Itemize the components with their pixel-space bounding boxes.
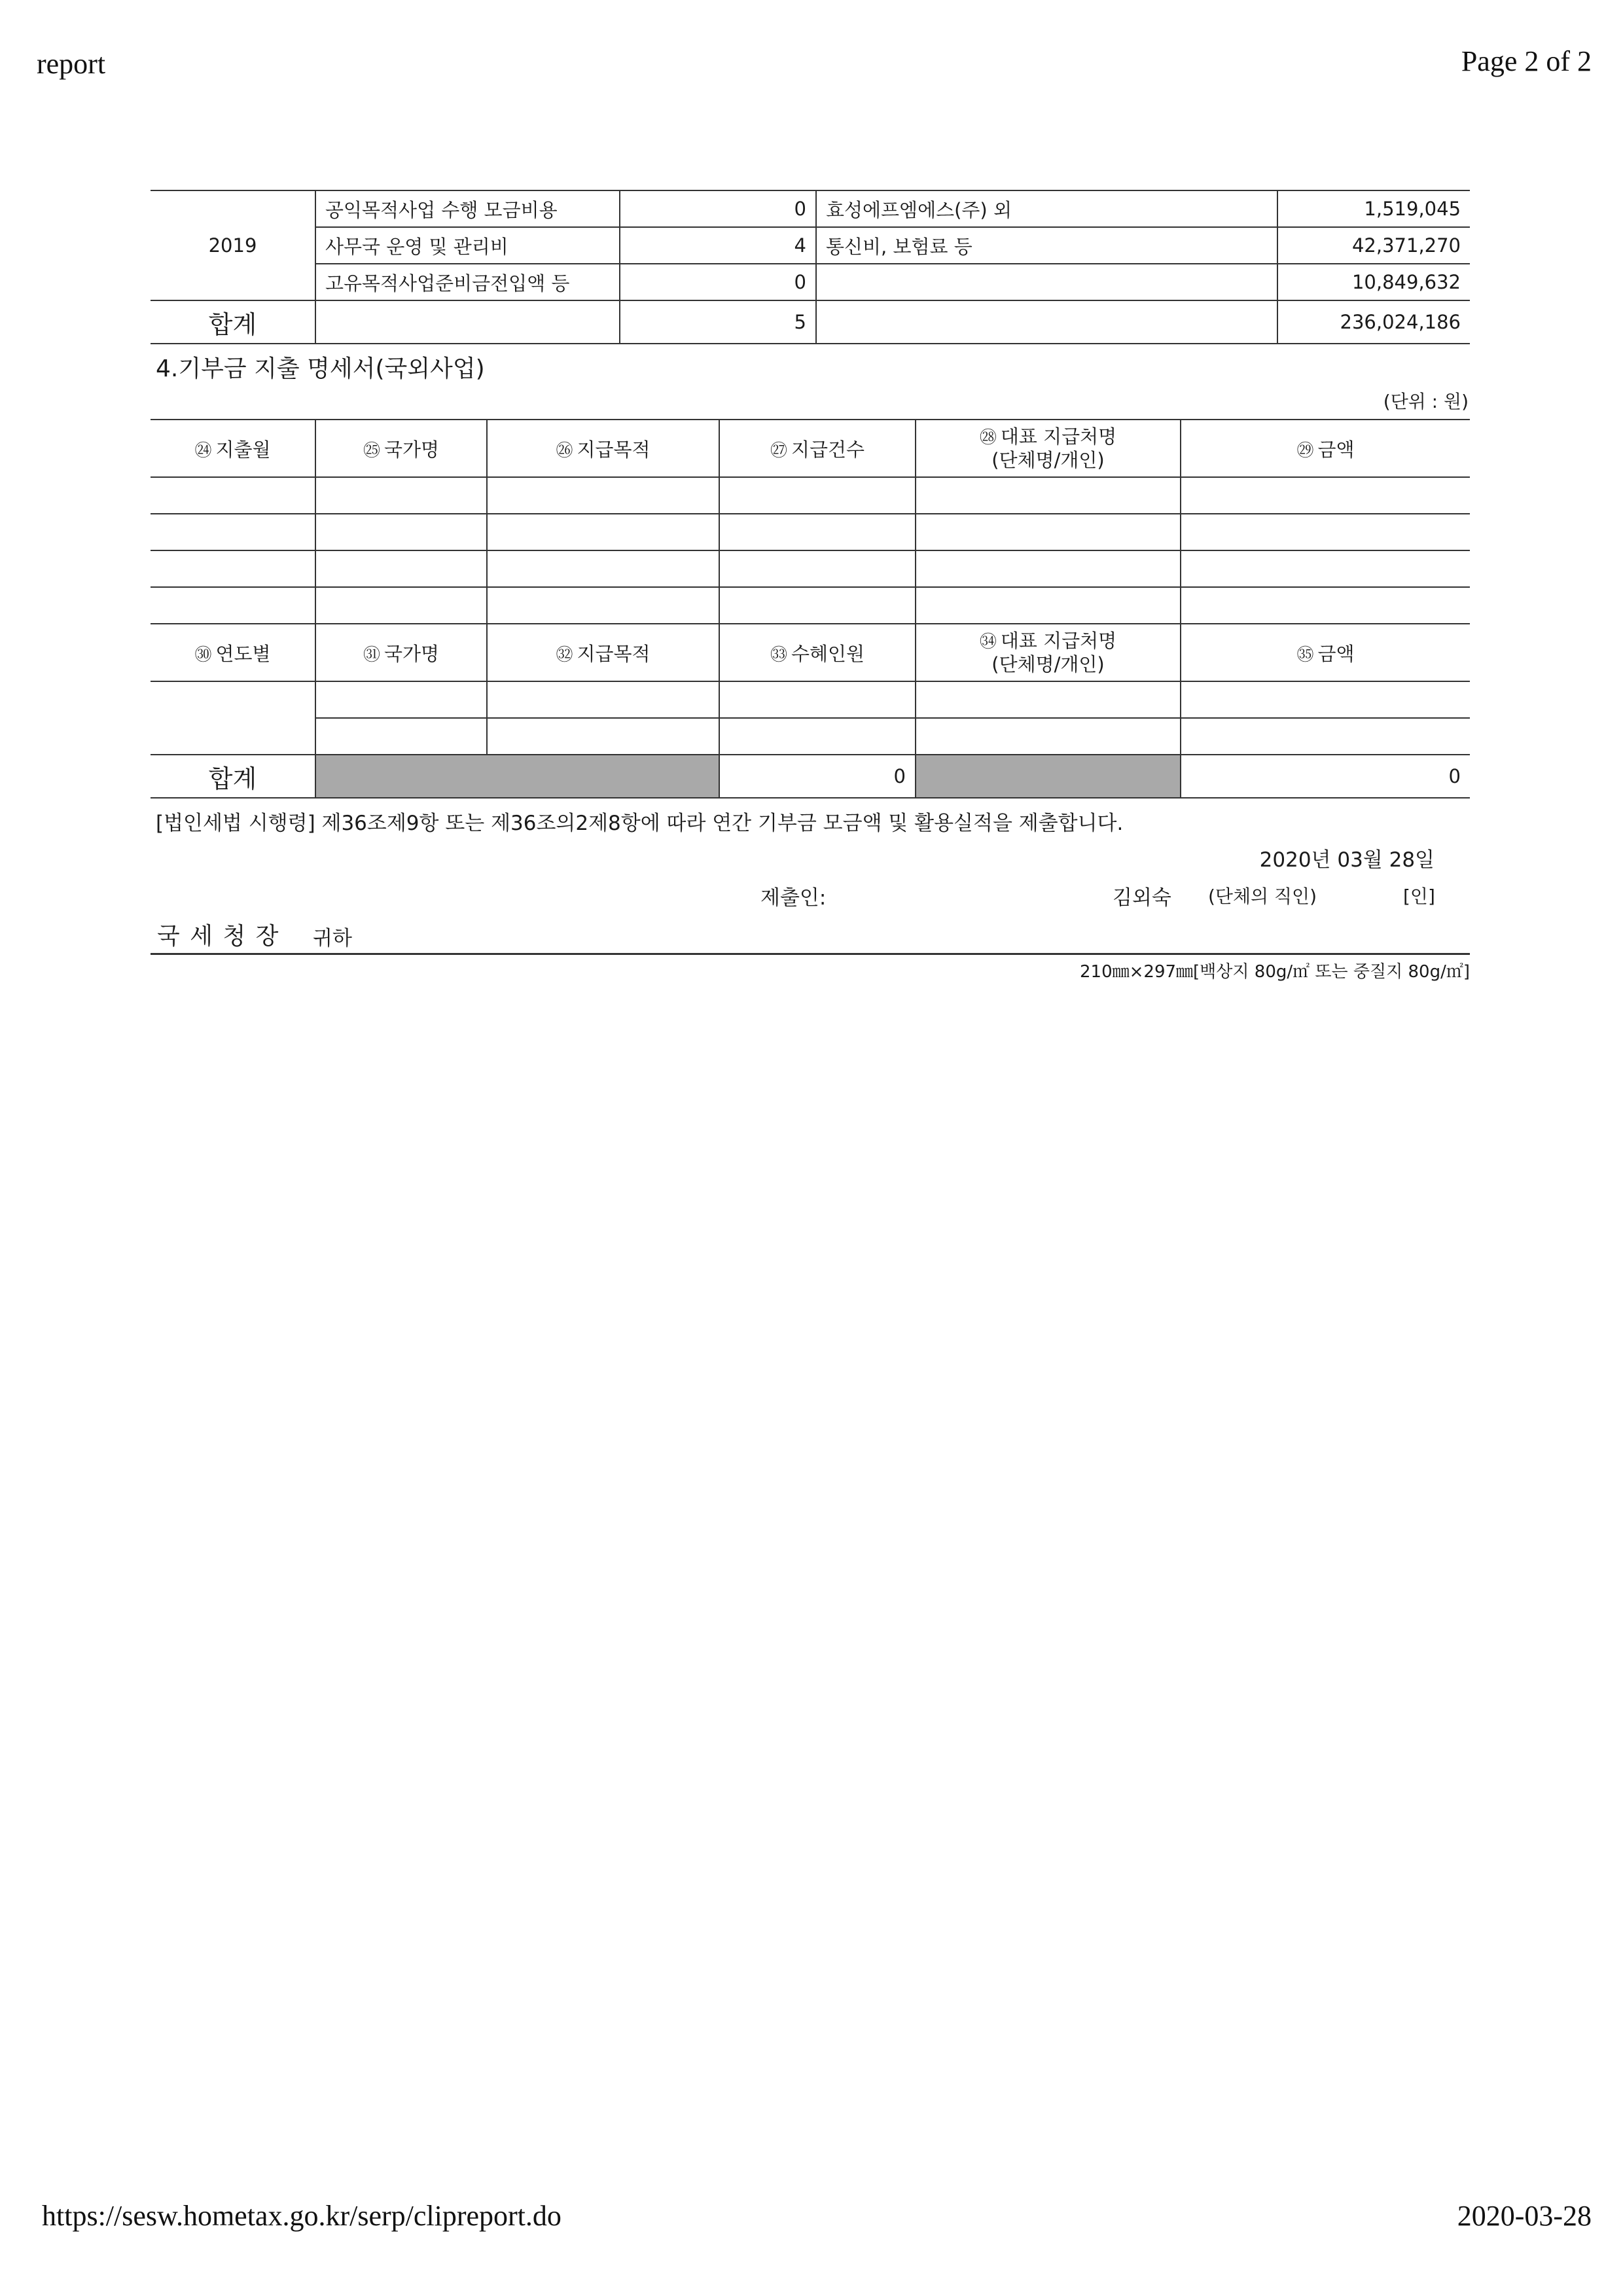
item-cell: 공익목적사업 수행 모금비용	[315, 190, 620, 227]
total-amount: 0	[1181, 755, 1470, 798]
payee-cell: 효성에프엠에스(주) 외	[816, 190, 1277, 227]
payee-cell	[816, 264, 1277, 300]
header-expense-month: ㉔ 지출월	[151, 420, 315, 477]
header-country: ㉕ 국가명	[315, 420, 487, 477]
empty-row	[151, 718, 1470, 755]
item-cell: 사무국 운영 및 관리비	[315, 227, 620, 264]
statement-text: [법인세법 시행령] 제36조제9항 또는 제36조의2제8항에 따라 연간 기부금 모금액 및 활용실적을 제출합니다.	[156, 812, 1124, 835]
page-number: Page 2 of 2	[1461, 45, 1592, 77]
seal-mark: [인]	[1403, 886, 1435, 907]
recipient: 국 세 청 장	[157, 923, 280, 950]
empty-row	[151, 587, 1470, 624]
total-shaded-cell	[916, 755, 1181, 798]
total-count: 0	[719, 755, 916, 798]
header-country: ㉛ 국가명	[315, 624, 487, 681]
submitter-name: 김외숙	[1113, 886, 1171, 910]
header-payee: ㉞ 대표 지급처명 (단체명/개인)	[916, 624, 1181, 681]
header-payee: ㉘ 대표 지급처명 (단체명/개인)	[916, 420, 1181, 477]
header-payment-count: ㉗ 지급건수	[719, 420, 916, 477]
header-by-year: ㉚ 연도별	[151, 624, 315, 681]
total-label: 합계	[151, 300, 315, 344]
count-cell: 0	[620, 190, 816, 227]
amount-cell: 1,519,045	[1277, 190, 1470, 227]
item-cell: 고유목적사업준비금전입액 등	[315, 264, 620, 300]
total-row	[151, 755, 1470, 798]
header-row	[151, 420, 1470, 477]
page-footer-url: https://sesw.hometax.go.kr/serp/clipreport.do	[42, 2200, 562, 2232]
header-amount: ㉟ 금액	[1181, 624, 1470, 681]
page-footer-date: 2020-03-28	[1457, 2200, 1592, 2232]
total-empty-cell	[816, 300, 1277, 344]
submitter-label: 제출인:	[760, 886, 827, 910]
empty-row	[151, 681, 1470, 718]
count-cell: 4	[620, 227, 816, 264]
total-shaded-cell	[315, 755, 719, 798]
empty-row	[151, 550, 1470, 587]
total-row	[151, 300, 1470, 344]
total-empty-cell	[315, 300, 620, 344]
recipient-suffix: 귀하	[313, 927, 352, 950]
total-count: 5	[620, 300, 816, 344]
year-cell: 2019	[151, 190, 315, 300]
header-purpose: ㉖ 지급목적	[487, 420, 719, 477]
table-row	[151, 264, 1470, 300]
header-amount: ㉙ 금액	[1181, 420, 1470, 477]
paper-spec: 210㎜×297㎜[백상지 80g/㎡ 또는 중질지 80g/㎡]	[1079, 962, 1470, 982]
page-header-title: report	[37, 48, 106, 80]
total-amount: 236,024,186	[1277, 300, 1470, 344]
empty-row	[151, 477, 1470, 514]
bottom-rule	[151, 953, 1470, 955]
total-label: 합계	[151, 755, 315, 798]
amount-cell: 42,371,270	[1277, 227, 1470, 264]
expense-table-domestic	[151, 190, 1470, 344]
header-beneficiaries: ㉝ 수혜인원	[719, 624, 916, 681]
header-purpose: ㉜ 지급목적	[487, 624, 719, 681]
payee-cell: 통신비, 보험료 등	[816, 227, 1277, 264]
header-row	[151, 624, 1470, 681]
count-cell: 0	[620, 264, 816, 300]
table-row	[151, 190, 1470, 227]
section-title: 4.기부금 지출 명세서(국외사업)	[156, 355, 485, 382]
empty-row	[151, 514, 1470, 550]
table-row	[151, 227, 1470, 264]
submission-date: 2020년 03월 28일	[1259, 848, 1435, 872]
amount-cell: 10,849,632	[1277, 264, 1470, 300]
seal-label: (단체의 직인)	[1208, 886, 1317, 907]
expense-table-overseas	[151, 419, 1470, 798]
unit-label: (단위 : 원)	[1383, 391, 1469, 412]
